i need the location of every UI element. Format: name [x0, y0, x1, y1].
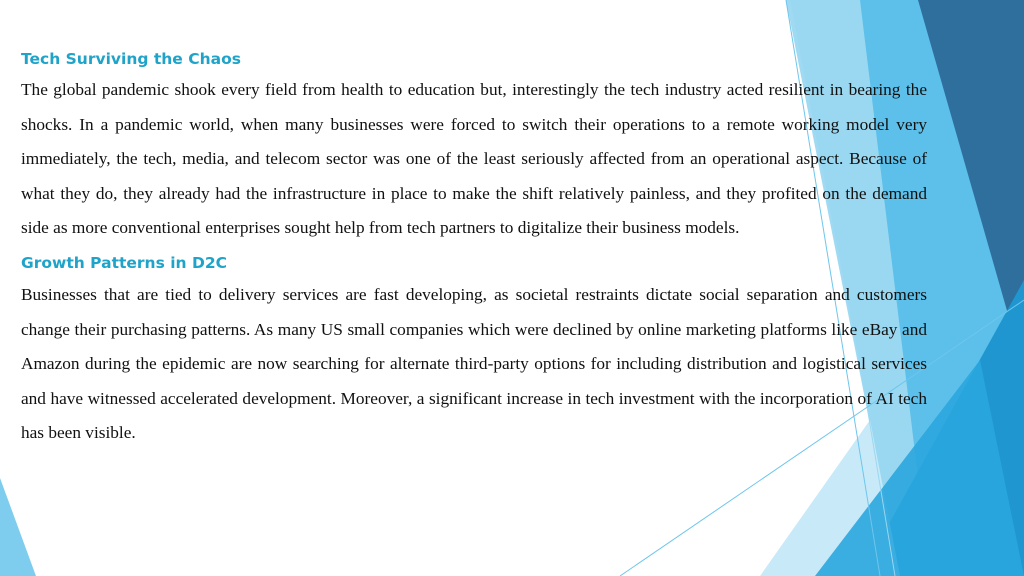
section-body-2: Businesses that are tied to delivery services are fast developing, as societal restraints dictate social separation and customers change their purchasing patterns. As many US small companies which were declined by online marketing platforms like eBay and Amazon during the epidemic are now searching for alternate third-party options for including distribution and logistical services and have witnessed accelerated development. Moreover, a significant increase in tech investment with the incorporation of AI tech has been visible. — [21, 284, 927, 443]
section-body-1: The global pandemic shook every field from health to education but, interestingly the tech industry acted resilient in bearing the shocks. In a pandemic world, when many businesses were forced to switch their operations to a remote working model very immediately, the tech, media, and telecom sector was one of the least seriously affected from an operational aspect. Because of what they do, they already had the infrastructure in place to make the shift relatively painless, and they profited on the demand side as more conventional enterprises sought help from tech partners to digitalize their business models. — [21, 80, 927, 238]
left-accent-triangle — [0, 478, 36, 576]
section-heading-1: Tech Surviving the Chaos — [21, 50, 241, 68]
section-heading-2: Growth Patterns in D2C — [21, 253, 227, 272]
text-content — [21, 46, 927, 451]
